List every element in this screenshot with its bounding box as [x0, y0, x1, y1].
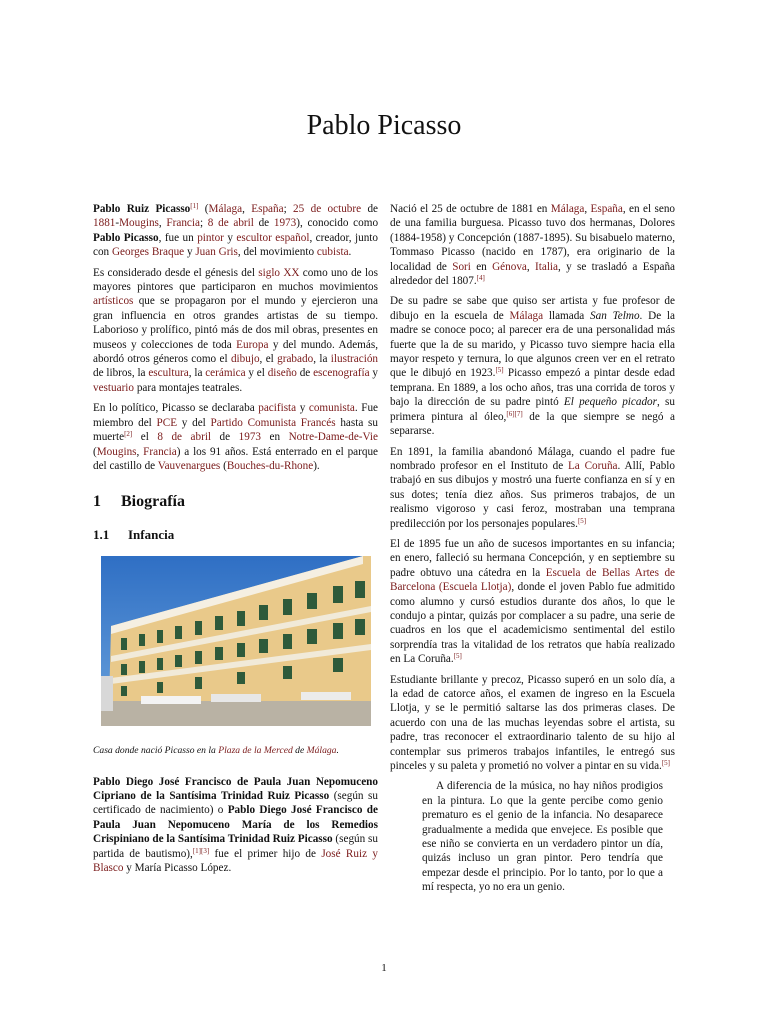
ref-link[interactable]: [5] — [661, 759, 671, 768]
link-malaga[interactable]: Málaga — [509, 309, 544, 322]
barcelona-paragraph: El de 1895 fue un año de sucesos importantes en su infancia; en enero, falleció su hermana Concepción, y en septiembre su padre obtuvo una cátedra en la Escuela de Bellas Artes de Barcelona (Escuela Llotja), donde el joven Pablo fue admitido como alumno y cursó estudios durante dos años, lo que le condujo a pintar, quizás por complacer a su padre, una serie de cuadros en los que el academicismo sentimental del estilo sorprendía tras la vitalidad de los retratos que había realizado en La Coruña.[5] — [390, 537, 676, 666]
page-number: 1 — [381, 962, 387, 974]
page-title: Pablo Picasso — [306, 110, 462, 141]
link-ilustracion[interactable]: ilustración — [330, 353, 379, 366]
full-name-paragraph: Pablo Diego José Francisco de Paula Juan Nepomuceno Cipriano de la Santísima Trinidad Ruiz Picasso (según su certificado de nacimiento) o Pablo Diego José Francisco de Paula Juan Nepomuceno María de los Remedios Crispiniano de la Santísima Trinidad Ruiz Picasso (según su partida de bautismo),[1][3] fue el primer hijo de José Ruiz y Blasco y María Picasso López. — [93, 775, 378, 874]
ref-link[interactable]: [5] — [577, 516, 587, 525]
ref-link[interactable]: [2] — [124, 430, 133, 439]
photo-caption: Casa donde nació Picasso en la Plaza de la Merced de Málaga. — [93, 745, 339, 757]
link-escuela-llotja[interactable]: Escuela de Bellas Artes de Barcelona (Escuela Llotja) — [390, 566, 676, 594]
link-pcf[interactable]: Partido Comunista Francés — [210, 416, 336, 429]
ref-link[interactable]: [5] — [495, 366, 504, 375]
link-espana[interactable]: España — [590, 203, 623, 215]
birthplace-photo — [101, 556, 371, 726]
coruna-paragraph: En 1891, la familia abandonó Málaga, cuando el padre fue nombrado profesor en el Instituto de La Coruña. Allí, Pablo trabajó en sus dibujos y mostró una fuerte confianza en sí y en sus dotes; tenía diez años. Sus primeros trabajos, de un realismo vigoroso y casi feroz, mostraban una temprana predilección por los personajes populares.[5] — [390, 445, 675, 530]
link-cubista[interactable]: cubista — [316, 246, 349, 259]
link-jose-ruiz[interactable]: José Ruiz y Blasco — [93, 847, 378, 874]
link-grabado[interactable]: grabado — [277, 353, 314, 366]
genesis-paragraph: Es considerado desde el génesis del siglo XX como uno de los mayores pintores que participaron en muchos movimientos artísticos que se propagaron por el mundo y ejercieron una gran influencia en otros grandes artistas de su tiempo. Laborioso y prolífico, pintó más de dos mil obras, presentes en museos y colecciones de toda Europa y del mundo. Además, abordó otros géneros como el dibujo, el grabado, la ilustración de libros, la escultura, la cerámica y el diseño de escenografía y vestuario para montajes teatrales. — [93, 266, 379, 394]
link-siglo-xx[interactable]: siglo XX — [258, 266, 300, 279]
link-birth-date[interactable]: 25 de octubre — [293, 203, 362, 215]
ref-link[interactable]: [1] — [190, 202, 199, 210]
link-bouches-du-rhone[interactable]: Bouches-du-Rhone — [226, 459, 314, 472]
ref-link[interactable]: [1][3] — [192, 846, 210, 855]
link-escultura[interactable]: escultura — [148, 367, 189, 380]
link-dibujo[interactable]: dibujo — [230, 353, 260, 366]
intro-paragraph: Pablo Ruiz Picasso[1] (Málaga, España; 25 de octubre de 1881-Mougins, Francia; 8 de abril de 1973), conocido como Pablo Picasso, fue un pintor y escultor español, creador, junto con Georges Braque y Juan Gris, del movimiento cubista. — [93, 202, 379, 259]
link-espana[interactable]: España — [251, 203, 284, 215]
link-escultor[interactable]: escultor español — [236, 231, 310, 244]
link-artisticos[interactable]: artísticos — [93, 295, 134, 308]
link-diseno[interactable]: diseño — [267, 367, 297, 380]
student-paragraph: Estudiante brillante y precoz, Picasso superó en un solo día, a la edad de catorce años, el examen de ingreso en la Escuela Llotja, y se le permitió saltarse las dos primeras clases. De acuerdo con una de las muchas leyendas sobre el artista, su padre, tras reconocer el extraordinario talento de su hijo al contemplar sus primeros trabajos infantiles, le entregó sus pinceles y su paleta y prometió no volver a pintar en su vida.[5] — [390, 673, 675, 773]
link-europa[interactable]: Europa — [236, 338, 269, 351]
link-malaga[interactable]: Málaga — [306, 745, 337, 757]
ref-link[interactable]: [6][7] — [506, 409, 523, 418]
link-notre-dame[interactable]: Notre-Dame-de-Vie — [288, 431, 378, 444]
link-vauvenargues[interactable]: Vauvenargues — [157, 459, 221, 472]
link-pintor[interactable]: pintor — [197, 231, 224, 244]
link-mougins[interactable]: Mougins — [119, 217, 159, 230]
link-birth-year[interactable]: 1881 — [93, 217, 116, 230]
link-death-year[interactable]: 1973 — [238, 431, 261, 444]
link-death-date[interactable]: 8 de abril — [207, 217, 254, 230]
right-column — [390, 202, 675, 895]
link-malaga[interactable]: Málaga — [208, 203, 243, 215]
left-column — [93, 202, 378, 881]
link-comunista[interactable]: comunista — [308, 402, 355, 415]
link-death-year[interactable]: 1973 — [273, 217, 297, 230]
link-braque[interactable]: Georges Braque — [111, 246, 185, 259]
ref-link[interactable]: [4] — [476, 274, 485, 283]
link-plaza-merced[interactable]: Plaza de la Merced — [218, 745, 293, 757]
link-gris[interactable]: Juan Gris — [195, 246, 238, 259]
link-pce[interactable]: PCE — [156, 416, 178, 429]
picasso-quote: A diferencia de la música, no hay niños prodigios en la pintura. Lo que la gente percibe como genio prematuro es el genio de la infancia. No desaparece gradualmente a medida que envejece. Es posible que ese niño se convierta en un verdadero pintor un día, quizás incluso un gran pintor. Pero tendría que empezar desde el principio. Por lo tanto, por lo que a mí respecta, yo no era un genio. — [422, 780, 663, 894]
link-sori[interactable]: Sori — [452, 260, 471, 273]
link-pacifista[interactable]: pacifista — [258, 402, 297, 415]
link-genova[interactable]: Génova — [492, 260, 527, 273]
link-francia[interactable]: Francia — [166, 217, 200, 230]
link-death-date[interactable]: 8 de abril — [157, 431, 212, 444]
link-la-coruna[interactable]: La Coruña — [567, 459, 618, 472]
ref-link[interactable]: [5] — [453, 652, 462, 661]
link-italia[interactable]: Italia — [535, 260, 558, 273]
subsection-heading-infancia: 1.1 Infancia — [93, 526, 175, 542]
birth-paragraph: Nació el 25 de octubre de 1881 en Málaga, España, en el seno de una familia burguesa. Picasso tuvo dos hermanas, Dolores (1884-1958) y Concepción (1887-1895). Su bisabuelo materno, Tommaso Picasso (nacido en 1787), era originario de la localidad de Sori en Génova, Italia, y se trasladó a España alrededor del 1807.[4] — [390, 203, 676, 288]
link-mougins[interactable]: Mougins — [96, 445, 137, 458]
section-heading-biografia: 1 Biografía — [93, 493, 185, 511]
politics-paragraph: En lo político, Picasso se declaraba pacifista y comunista. Fue miembro del PCE y del Partido Comunista Francés hasta su muerte[2] el 8 de abril de 1973 en Notre-Dame-de-Vie (Mougins, Francia) a los 91 años. Está enterrado en el parque del castillo de Vauvenargues (Bouches-du-Rhone). — [93, 402, 379, 472]
link-francia[interactable]: Francia — [143, 445, 177, 458]
parents-paragraph: De su padre se sabe que quiso ser artista y fue profesor de dibujo en la escuela de Málaga llamada San Telmo. De la madre se conoce poco; al parecer era de una personalidad más fuerte que la de su marido, y Picasso tuvo siempre hacia ella mayor respeto y ternura, lo que algunos creen ver en el retrato que le dibujó en 1923.[5] Picasso empezó a pintar desde edad temprana. En 1889, a los ocho años, tras una corrida de toros y bajo la dirección de su padre pintó El pequeño picador, su primera pintura al óleo,[6][7] de la que siempre se negó a separarse. — [390, 295, 675, 438]
link-escenografia[interactable]: escenografía — [313, 367, 370, 380]
link-ceramica[interactable]: cerámica — [205, 367, 246, 380]
link-vestuario[interactable]: vestuario — [93, 381, 135, 394]
link-malaga[interactable]: Málaga — [550, 203, 585, 215]
